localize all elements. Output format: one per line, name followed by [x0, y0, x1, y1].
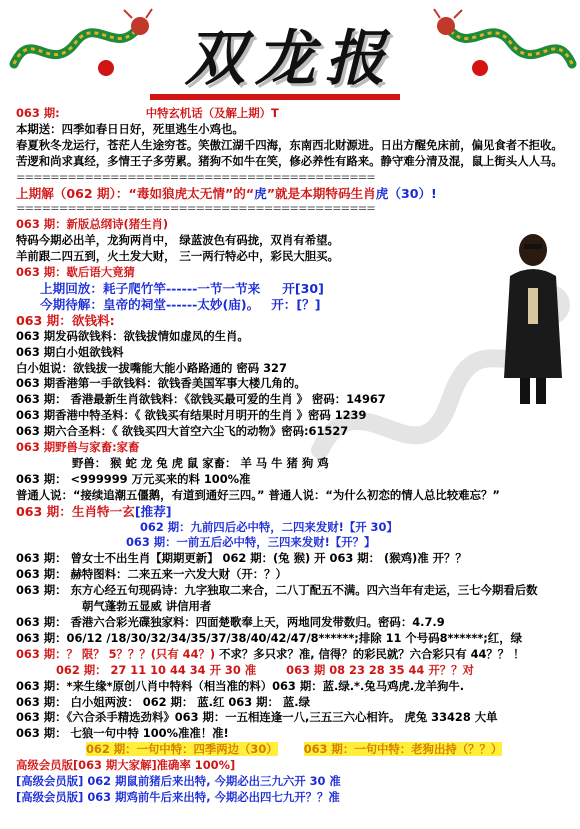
- money-line: 063 期香港中特圣料：《 欲钱买有结果时月明开的生肖 》密码 1239: [16, 408, 367, 423]
- money-line: 063 期白小姐欲钱料: [16, 344, 124, 359]
- info-line: 063 期： <999999 万元买来的料 100%准: [16, 471, 251, 486]
- title-underline: [150, 94, 400, 100]
- xiehouyu-current: 今期待解：皇帝的祠堂------太妙(庙)。 开：[？]: [40, 296, 321, 312]
- limit-line: 063 期：？ 限？ 5？？？(只有 44？) 不求？多只求？准, 信得？的彩民就？六合彩只有 44？？ ！: [16, 646, 525, 661]
- info-line: 普通人说：“接续追潮五僵鹅，有道到通好三四。” 普通人说：“为什么初恋的情人总比较难忘？”: [16, 487, 500, 502]
- zodiac-current: 063 期：一前五后必中特，三四来发财!【开？】: [126, 535, 376, 550]
- poem-line: 特码今期必出羊，龙狗两肖中， 绿蓝波色有码拢，双肖有希望。: [16, 233, 339, 248]
- vip-line: [高级会员版] 062 期鼠前猪后来出特, 今期必出三九六开 30 准: [16, 774, 341, 789]
- poem-line: 羊前跟二四五到，火土发大财， 三一两行特必中，彩民大胆买。: [16, 249, 339, 264]
- dragon-right-icon: [430, 6, 580, 84]
- beasts-line: 野兽： 猴 蛇 龙 兔 虎 鼠 家畜： 羊 马 牛 猪 狗 鸡: [72, 455, 329, 470]
- section-zodiac-header: 063 期：生肖特一玄[推荐]: [16, 503, 172, 519]
- last-issue-answer: 上期解（062 期）：“毒如狼虎太无情”的“虎”就是本期特码生肖虎（30）!: [16, 185, 437, 201]
- info-line: 朝气蓬勃五显威 讲信用者: [82, 599, 212, 614]
- info-line: 063 期： 曾女士不出生肖【期期更新】 062 期：(兔 猴) 开 063 期： (猴鸡)准 开？？: [16, 551, 467, 566]
- info-line: 063 期： 七狼一句中特 100%准准！准!: [16, 726, 229, 741]
- info-line: 063 期： 赫特图料：二来五来一六发大财（开：？）: [16, 567, 287, 582]
- vip-line: [高级会员版] 063 期鸡前牛后来出特, 今期必出四七九开？？准: [16, 789, 340, 804]
- article-content: [16, 106, 572, 806]
- money-line: 063 期香港第一手欲钱料：欲钱香美国军事大楼几角的。: [16, 376, 306, 391]
- info-line: 063 期： 香港六合彩光碟独家料：四面楚歌奉上天，两地同发带数归。密码：4.7.9: [16, 615, 445, 629]
- numbers-line: 062 期： 27 11 10 44 34 开 30 准 063 期 08 23 28 35 44 开？？对: [56, 662, 474, 677]
- vip-header: 高级会员版[063 期大家解]准确率 100%]: [16, 758, 236, 773]
- section-riddle-header: 063 期: 中特玄机话（及解上期）T: [16, 106, 279, 120]
- info-line: 063 期： 东方心经五句现码诗：九字独取二来合，二八丁配五不满。四六当年有走运，三七今期看后数: [16, 583, 538, 598]
- section-xiehouyu-header: 063 期：歇后语大竟猜: [16, 265, 135, 280]
- info-line: 063 期：《六合杀手精选劲料》063 期：一五相连逢一八,三五三六心相许。 虎兔 33428 大单: [16, 710, 498, 725]
- zodiac-last: 062 期：九前四后必中特，二四来发财!【开 30】: [140, 519, 398, 534]
- page-title: 双龙报: [185, 24, 395, 94]
- divider-line: ==========================================: [16, 201, 375, 216]
- info-line: 063 期： 白小姐两波： 062 期： 蓝.红 063 期： 蓝.绿: [16, 694, 310, 709]
- one-sentence-line: 062 期：一句中特：四季两边（30） 063 期：一句中特：老狗出持（？？）: [86, 742, 503, 757]
- section-beasts-header: 063 期野兽与家畜:家畜: [16, 440, 140, 455]
- dragon-left-icon: [6, 6, 156, 84]
- riddle-line: 本期送：四季如春日日好，死里逃生小鸡也。: [16, 121, 244, 136]
- section-poem-header: 063 期：新版总纲诗(猪生肖): [16, 217, 169, 232]
- money-line: 白小姐说：欲钱拔一拔嘴能大能小路路通的 密码 327: [16, 360, 287, 375]
- section-money-header: 063 期：欲钱料:: [16, 312, 115, 328]
- money-line: 063 期发码欲钱料：欲钱拔情如虚凤的生肖。: [16, 328, 249, 343]
- info-line: 063 期：06/12 /18/30/32/34/35/37/38/40/42/47/8******;排除 11 个号码8******;红，绿: [16, 630, 522, 645]
- divider-line: ==========================================: [16, 169, 375, 184]
- riddle-poem: 春夏秋冬龙运行，苍茫人生途穷苍。笑傲江湖千四海，东南西北财源进。日出方醒免床前，偏见食者不拒收。苦逻和尚求真经，多情王子多劳累。猪狗不如牛在笑，修必养性有路来。静守难分清及混，鼠上街头人人马。: [16, 137, 563, 168]
- info-line: 063 期：*来生缘*原创八肖中特料（相当准的料）063 期：蓝.绿.*.兔马鸡虎.龙羊狗牛.: [16, 678, 465, 693]
- xiehouyu-last: 上期回放：耗子爬竹竿------一节一节来 开[30]: [40, 280, 324, 296]
- money-line: 063 期六合圣料：《 欲钱买四大首空六尘飞的动物》密码:61527: [16, 424, 349, 439]
- money-line: 063 期： 香港最新生肖欲钱料：《欲钱买最可爱的生肖 》 密码：14967: [16, 392, 386, 407]
